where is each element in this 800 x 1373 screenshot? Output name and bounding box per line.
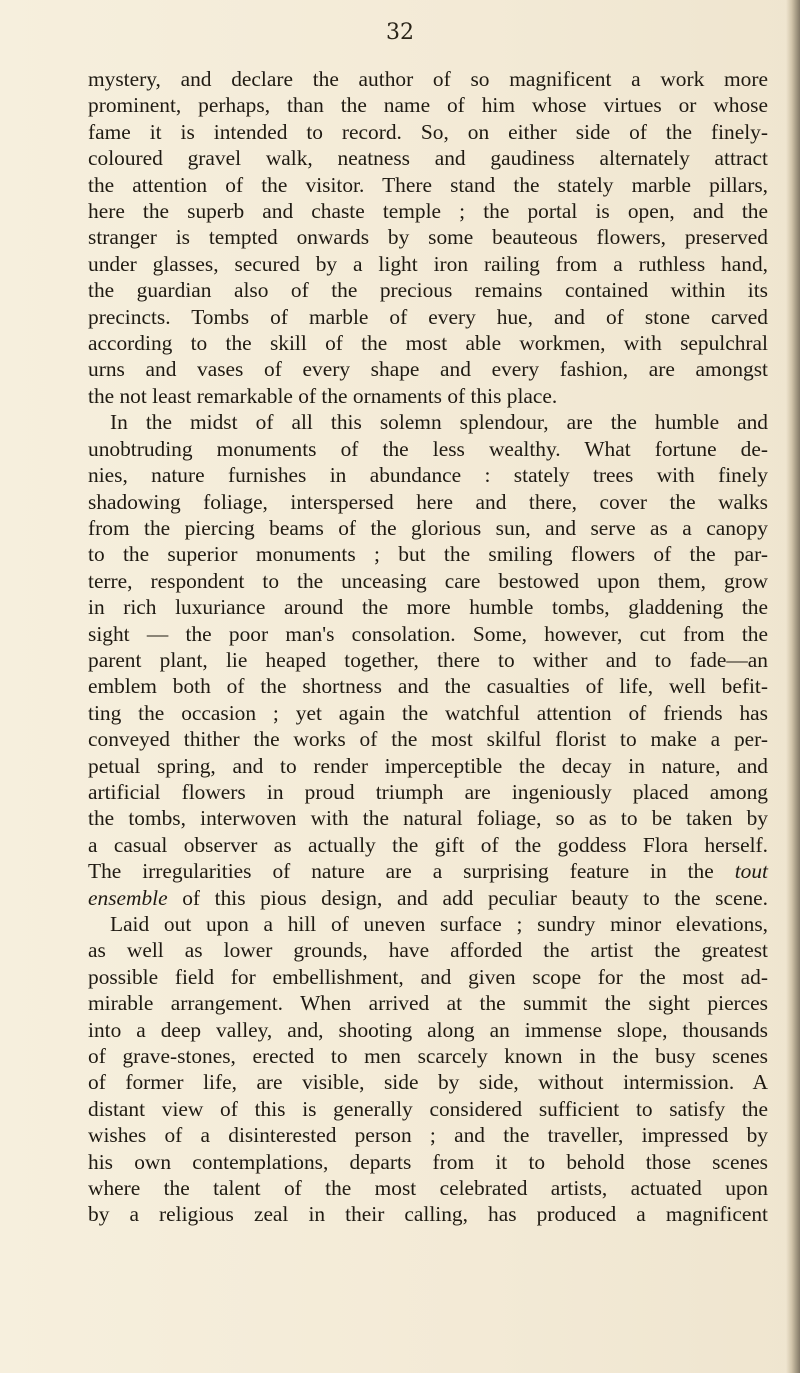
italic-phrase: tout [734,859,768,884]
text-segment: of this pious design, and add peculiar beauty to the scene. [167,885,768,910]
text-line: as well as lower grounds, have afforded the artist the greatest [88,938,768,963]
text-line: of former life, are visible, side by side, without intermission. A [88,1070,768,1095]
text-line: into a deep valley, and, shooting along an immense slope, thousands [88,1017,768,1042]
text-line: ting the occasion ; yet again the watchful attention of friends has [88,700,768,725]
text-line: unobtruding monuments of the less wealthy. What fortune de- [88,436,768,461]
text-line: artificial flowers in proud triumph are ingeniously placed among [88,779,768,804]
text-line: here the superb and chaste temple ; the portal is open, and the [88,199,768,224]
text-line: in rich luxuriance around the more humble tombs, gladdening the [88,595,768,620]
text-line: parent plant, lie heaped together, there to wither and to fade—an [88,647,768,672]
text-line: wishes of a disinterested person ; and the traveller, impressed by [88,1123,768,1148]
text-line: from the piercing beams of the glorious sun, and serve as a canopy [88,515,768,540]
text-line: possible field for embellishment, and given scope for the most ad- [88,964,768,989]
text-line: prominent, perhaps, than the name of him whose virtues or whose [88,93,768,118]
text-line: shadowing foliage, interspersed here and there, cover the walks [88,489,768,514]
text-line: Laid out upon a hill of uneven surface ; sundry minor elevations, [110,912,768,936]
italic-phrase: ensemble [88,885,168,910]
text-line: where the talent of the most celebrated artists, actuated upon [88,1176,768,1201]
text-line: a casual observer as actually the gift of the goddess Flora herself. [88,832,768,857]
text-line: of grave-stones, erected to men scarcely known in the busy scenes [88,1044,768,1069]
text-line-italic-mix [88,858,768,884]
text-line: his own contemplations, departs from it to behold those scenes [88,1149,768,1174]
text-line: the attention of the visitor. There stand the stately marble pillars, [88,172,768,197]
page-edge-shadow [786,0,800,1373]
text-line: mystery, and declare the author of so magnificent a work more [88,67,768,91]
text-line: urns and vases of every shape and every fashion, are amongst [88,357,768,382]
text-line: coloured gravel walk, neatness and gaudiness alternately attract [88,146,768,171]
text-line: terre, respondent to the unceasing care bestowed upon them, grow [88,568,768,593]
text-line: to the superior monuments ; but the smiling flowers of the par- [88,542,768,567]
text-line: In the midst of all this solemn splendour, are the humble and [110,410,768,435]
text-line: the guardian also of the precious remains contained within its [88,278,768,303]
text-line: emblem both of the shortness and the casualties of life, well befit- [88,674,768,699]
text-line: distant view of this is generally considered sufficient to satisfy the [88,1096,768,1121]
text-line: sight — the poor man's consolation. Some, however, cut from the [88,621,768,646]
text-line: petual spring, and to render imperceptible the decay in nature, and [88,753,768,778]
text-line: nies, nature furnishes in abundance : stately trees with finely [88,463,768,488]
text-line: mirable arrangement. When arrived at the summit the sight pierces [88,991,768,1016]
text-line: under glasses, secured by a light iron railing from a ruthless hand, [88,251,768,276]
text-segment: The irregularities of nature are a surprising feature in the [88,859,735,884]
text-line-italic-mix [88,885,768,911]
text-line: according to the skill of the most able workmen, with sepulchral [88,331,768,356]
body-text [88,66,768,1228]
text-line: the not least remarkable of the ornaments of this place. [88,383,558,408]
text-line: fame it is intended to record. So, on either side of the finely- [88,119,768,144]
text-line: precincts. Tombs of marble of every hue, and of stone carved [88,304,768,329]
text-line: by a religious zeal in their calling, has produced a magnificent [88,1202,768,1227]
text-line: conveyed thither the works of the most skilful florist to make a per- [88,727,768,752]
text-line: stranger is tempted onwards by some beauteous flowers, preserved [88,225,768,250]
page-number: 32 [386,20,414,45]
text-line: the tombs, interwoven with the natural foliage, so as to be taken by [88,806,768,831]
